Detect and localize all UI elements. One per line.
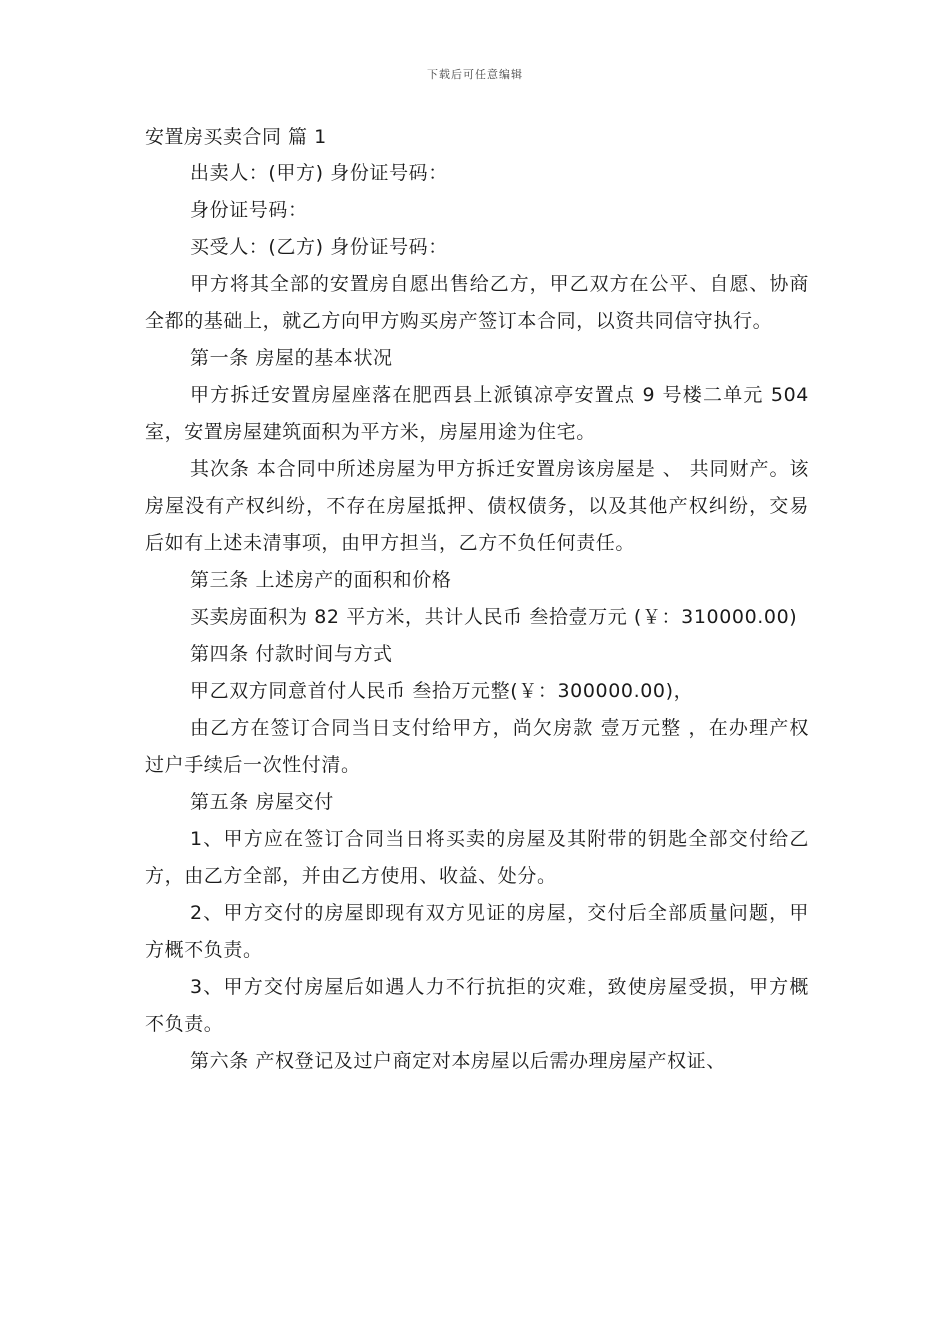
seller-line: 出卖人：(甲方) 身份证号码： (190, 162, 448, 184)
article-4-down-payment: 甲乙双方同意首付人民币 叁拾万元整(￥：300000.00)， (190, 680, 694, 702)
article-5-item-1: 1、甲方应在签订合同当日将买卖的房屋及其附带的钥匙全部交付给乙方，由乙方全部，并由乙方使用、收益、处分。 (145, 828, 809, 887)
article-5-heading: 第五条 房屋交付 (190, 791, 334, 813)
article-5-item-3: 3、甲方交付房屋后如遇人力不行抗拒的灾难，致使房屋受损，甲方概不负责。 (145, 976, 809, 1035)
page-header-note: 下载后可任意编辑 (427, 68, 523, 81)
article-3-text: 买卖房面积为 82 平方米，共计人民币 叁拾壹万元 (￥：310000.00) (190, 606, 798, 628)
article-2-text: 其次条 本合同中所述房屋为甲方拆迁安置房该房屋是 、 共同财产。该房屋没有产权纠纷，不存在房屋抵押、债权债务，以及其他产权纠纷，交易后如有上述未清事项，由甲方担当，乙方不负任何责任。 (145, 458, 809, 554)
article-4-heading: 第四条 付款时间与方式 (190, 643, 393, 665)
article-3-heading: 第三条 上述房产的面积和价格 (190, 569, 452, 591)
article-6-text: 第六条 产权登记及过户商定对本房屋以后需办理房屋产权证、 (190, 1050, 726, 1072)
article-1-heading: 第一条 房屋的基本状况 (190, 347, 393, 369)
document-title: 安置房买卖合同 篇 1 (145, 126, 327, 148)
article-5-item-2: 2、甲方交付的房屋即现有双方见证的房屋，交付后全部质量问题，甲方概不负责。 (145, 902, 809, 961)
document-body (145, 119, 809, 1080)
article-1-text: 甲方拆迁安置房屋座落在肥西县上派镇凉亭安置点 9 号楼二单元 504 室，安置房屋建筑面积为平方米，房屋用途为住宅。 (145, 384, 809, 443)
buyer-line: 买受人：(乙方) 身份证号码： (190, 236, 448, 258)
id-number-line: 身份证号码： (190, 199, 308, 221)
preamble-paragraph: 甲方将其全部的安置房自愿出售给乙方，甲乙双方在公平、自愿、协商全都的基础上，就乙方向甲方购买房产签订本合同，以资共同信守执行。 (145, 273, 809, 332)
article-4-balance: 由乙方在签订合同当日支付给甲方，尚欠房款 壹万元整 ，在办理产权过户手续后一次性付清。 (145, 717, 809, 776)
